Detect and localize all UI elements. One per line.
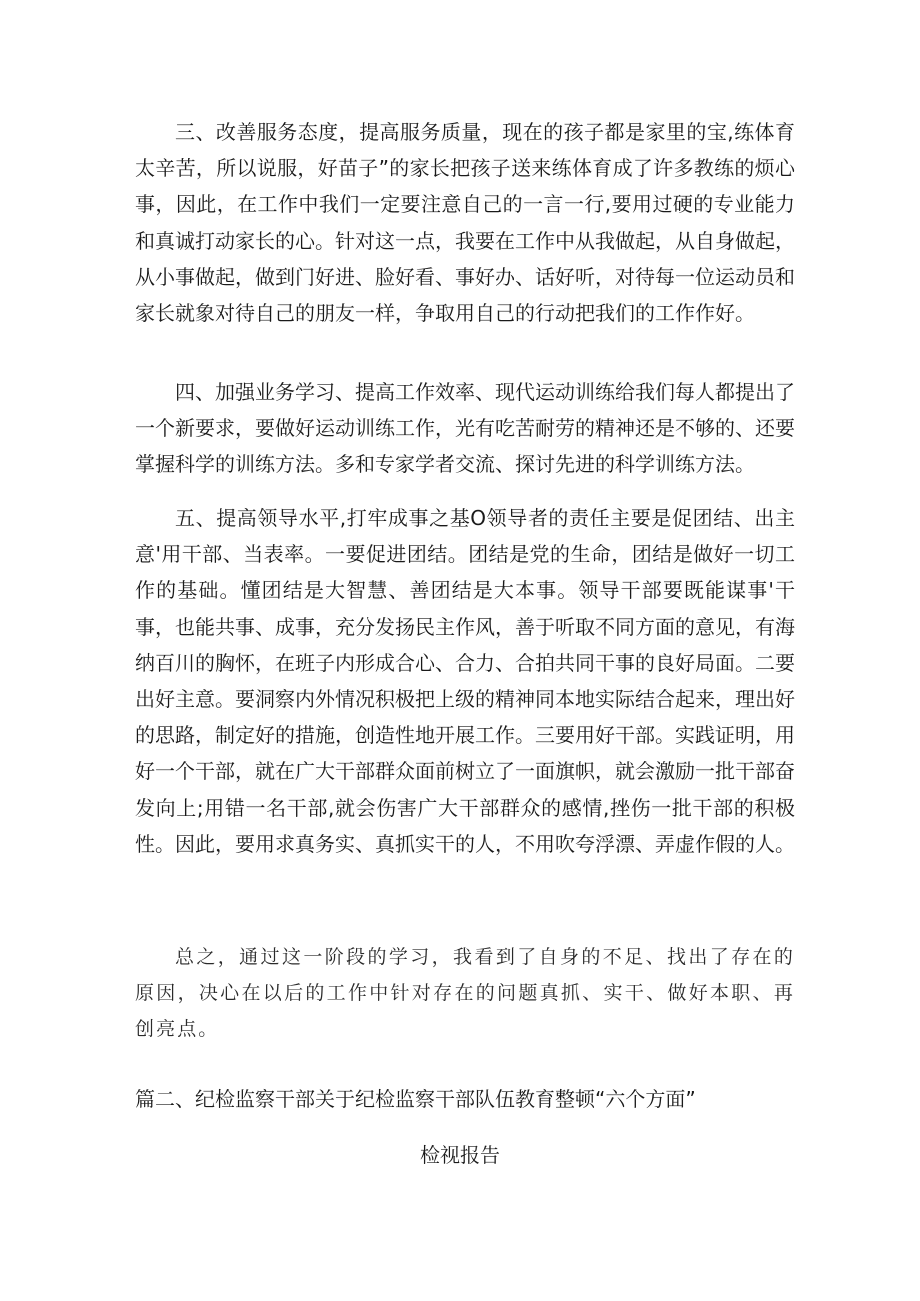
paragraph-improve-service: 三、改善服务态度，提高服务质量，现在的孩子都是家里的宝,练体育太辛苦，所以说服，好苗子”的家长把孩子送来练体育成了许多教练的烦心事，因此，在工作中我们一定要注意自己的一言一行,要用过硬的专业能力和真诚打动家长的心。针对这一点，我要在工作中从我做起，从自身做起，从小事做起，做到门好进、脸好看、事好办、话好听，对待每一位运动员和家长就象对待自己的朋友一样，争取用自己的行动把我们的工作作好。: [135, 120, 795, 326]
paragraph-summary: 总之，通过这一阶段的学习，我看到了自身的不足、找出了存在的原因，决心在以后的工作中针对存在的问题真抓、实干、做好本职、再创亮点。: [135, 946, 795, 1040]
paragraph-strengthen-learning: 四、加强业务学习、提高工作效率、现代运动训练给我们每人都提出了一个新要求，要做好运动训练工作，光有吃苦耐劳的精神还是不够的、还要掌握科学的训练方法。多和专家学者交流、探讨先进的科学训练方法。: [135, 380, 795, 477]
section-subheading: 检视报告: [420, 1143, 500, 1167]
paragraph-leadership: 五、提高领导水平,打牢成事之基O领导者的责任主要是促团结、出主意'用干部、当表率。一要促进团结。团结是党的生命，团结是做好一切工作的基础。懂团结是大智慧、善团结是大本事。领导干部要既能谋事'干事，也能共事、成事，充分发扬民主作风，善于听取不同方面的意见，有海纳百川的胸怀，在班子内形成合心、合力、合拍共同干事的良好局面。二要出好主意。要洞察内外情况积极把上级的精神同本地实际结合起来，理出好的思路，制定好的措施，创造性地开展工作。三要用好干部。实践证明，用好一个干部，就在广大干部群众面前树立了一面旗帜，就会激励一批干部奋发向上;用错一名干部,就会伤害广大干部群众的感情,挫伤一批干部的积极性。因此，要用求真务实、真抓实干的人，不用吹夸浮漂、弄虚作假的人。: [135, 506, 795, 856]
section-heading: 篇二、纪检监察干部关于纪检监察干部队伍教育整顿“六个方面”: [135, 1087, 696, 1111]
